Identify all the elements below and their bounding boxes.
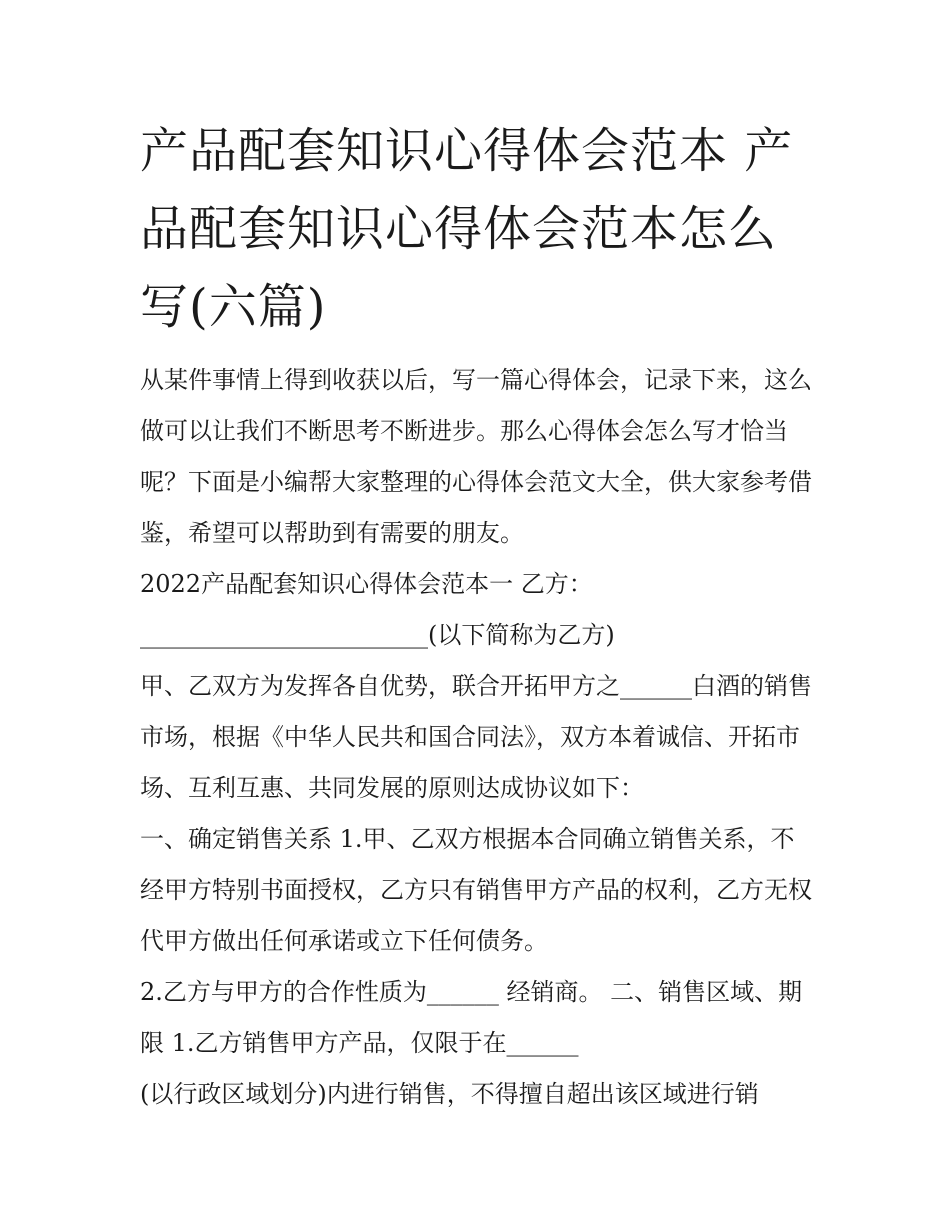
paragraph-clause-3: (以行政区域划分)内进行销售，不得擅自超出该区域进行销 xyxy=(140,1080,759,1108)
paragraph-clause-2: 2.乙方与甲方的合作性质为______ 经销商。 二、销售区域、期限 1.乙方销售甲方产品，仅限于在______ xyxy=(140,978,803,1057)
paragraph-intro: 从某件事情上得到收获以后，写一篇心得体会，记录下来，这么做可以让我们不断思考不断进步。那么心得体会怎么写才恰当呢？下面是小编帮大家整理的心得体会范文大全，供大家参考借鉴，希望可以帮助到有需要的朋友。 xyxy=(140,366,812,547)
document-title: 产品配套知识心得体会范本 产品配套知识心得体会范本怎么写(六篇) xyxy=(140,123,794,335)
paragraph-section-heading: 2022产品配套知识心得体会范本一 乙方： xyxy=(140,570,593,598)
document-body xyxy=(140,355,815,1120)
paragraph-agreement-preamble: 甲、乙双方为发挥各自优势，联合开拓甲方之______白酒的销售市场，根据《中华人民共和国合同法》，双方本着诚信、开拓市场、互利互惠、共同发展的原则达成协议如下： xyxy=(140,672,812,802)
paragraph-clause-1: 一、确定销售关系 1.甲、乙双方根据本合同确立销售关系，不经甲方特别书面授权，乙方只有销售甲方产品的权利，乙方无权代甲方做出任何承诺或立下任何债务。 xyxy=(140,825,812,955)
paragraph-party-b-line: ________________________(以下简称为乙方) xyxy=(140,621,615,649)
